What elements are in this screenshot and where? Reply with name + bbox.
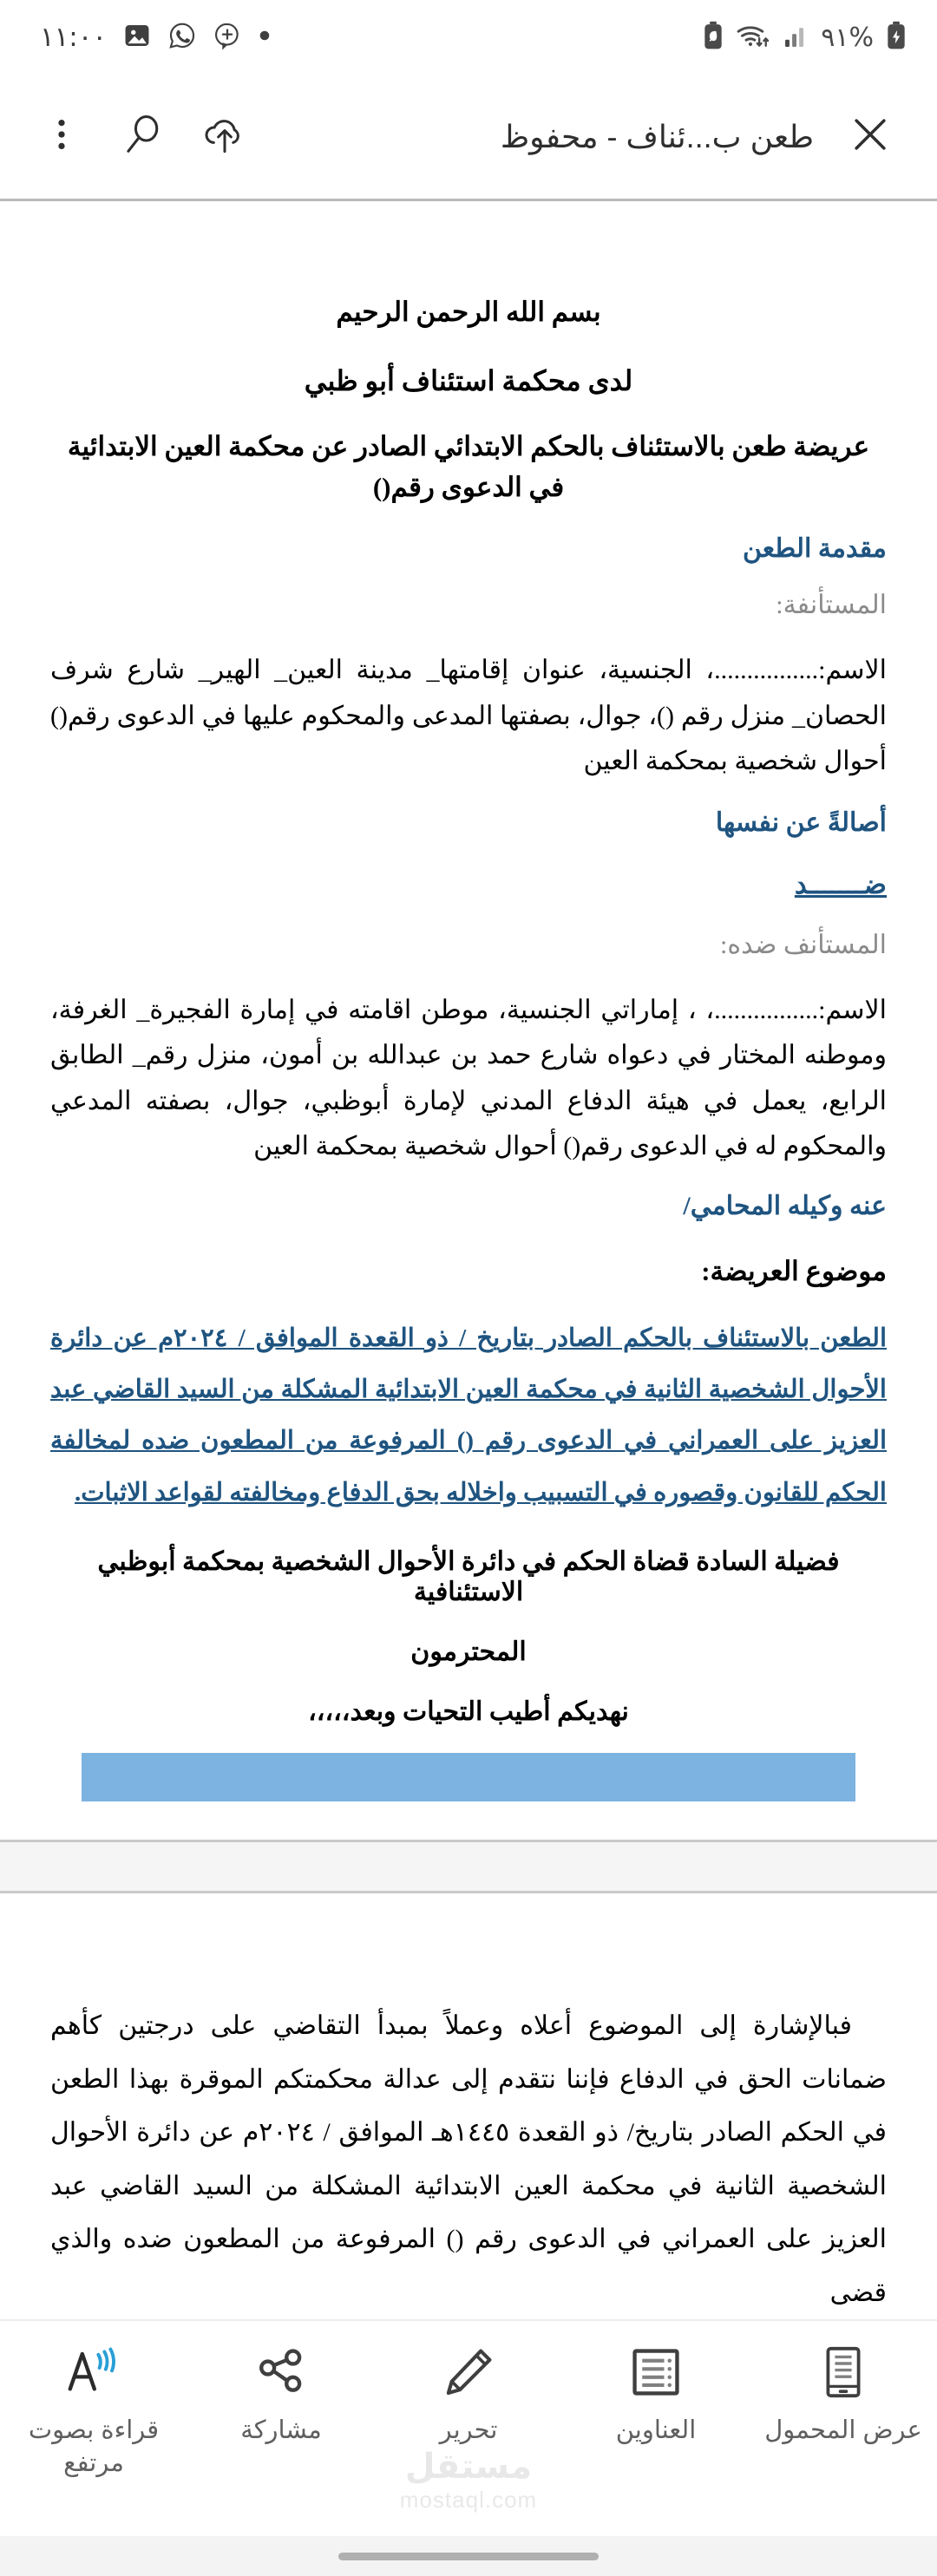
court-line: لدى محكمة استئناف أبو ظبي	[304, 365, 633, 396]
respondent-body: الاسم:................، ، إماراتي الجنسية، موطن اقامته في إمارة الفجيرة_ الغرفة، وموطنه المختار في دعواه شارع حمد بن عبدالله بن أمون، منزل رقم_ الطابق الرابع، يعمل في هيئة الدفاع المدني لإمارة أبوظبي، جوال، بصفته المدعي والمحكوم له في الدعوى رقم() أحوال شخصية بمحكمة العين	[50, 995, 887, 1161]
status-bar-right	[702, 21, 908, 55]
search-icon	[120, 111, 167, 162]
battery-percentage: ٩١%	[821, 22, 874, 53]
respondent-capacity: عنه وكيله المحامي/	[683, 1191, 887, 1220]
appellant-label: المستأنفة:	[776, 591, 887, 619]
basmala-line: بسم الله الرحمن الرحيم	[336, 297, 601, 327]
page-2-content	[50, 1893, 887, 2319]
signal-bars-icon	[783, 23, 809, 53]
nav-item-share[interactable]	[194, 2344, 368, 2448]
selection-highlight-band[interactable]	[82, 1753, 855, 1801]
subject-heading: موضوع العريضة:	[701, 1255, 887, 1286]
nav-label-edit: تحرير	[439, 2416, 498, 2445]
read-aloud-icon	[65, 2344, 122, 2401]
watermark-brand: مستقل	[404, 2448, 533, 2487]
charging-battery-icon	[885, 21, 908, 55]
wifi-icon	[736, 21, 772, 55]
document-viewport[interactable]	[0, 201, 937, 2319]
search-button[interactable]	[102, 96, 184, 178]
respectful-line: المحترمون	[410, 1638, 527, 1667]
close-icon	[846, 110, 894, 163]
share-icon	[256, 2344, 306, 2401]
status-bar	[0, 0, 937, 75]
petition-title: عريضة طعن بالاستئناف بالحكم الابتدائي الصادر عن محكمة العين الابتدائية في الدعوى رقم()	[67, 431, 870, 502]
nav-label-mobile-view: عرض المحمول	[764, 2416, 922, 2445]
overflow-menu-button[interactable]	[21, 96, 102, 178]
document-page-2	[0, 1893, 937, 2319]
nav-item-mobile-view[interactable]	[757, 2344, 930, 2448]
subject-body: الطعن بالاستئناف بالحكم الصادر بتاريخ / ذو القعدة الموافق / ٢٠٢٤م عن دائرة الأحوال الشخصية الثانية في محكمة العين الابتدائية المشكلة من السيد القاضي عبد العزيز على العمراني في الدعوى رقم () المرفوعة من المطعون ضده لمخالفة الحكم للقانون وقصوره في التسبيب واخلاله بحق الدفاع ومخالفته لقواعد الاثبات.	[50, 1324, 888, 1507]
plus-bubble-icon	[213, 21, 242, 55]
document-title: طعن ب...ئناف - محفوظ	[500, 118, 814, 154]
headings-list-icon	[631, 2344, 681, 2401]
page-2-paragraph: فبالإشارة إلى الموضوع أعلاه وعملاً بمبدأ التقاضي على درجتين كأهم ضمانات الحق في الدفاع فإننا نتقدم إلى عدالة محكمتكم الموقرة بهذا الطعن في الحكم الصادر بتاريخ/ ذو القعدة ١٤٤٥هـ الموافق / ٢٠٢٤م عن دائرة الأحوال الشخصية الثانية في محكمة العين الابتدائية المشكلة من السيد القاضي عبد العزيز على العمراني في الدعوى رقم () المرفوعة من المطعون ضده والذي قضى	[50, 2011, 887, 2307]
respondent-label: المستأنف ضده:	[720, 930, 887, 959]
nav-label-share: مشاركة	[240, 2416, 322, 2445]
edit-pencil-icon	[442, 2344, 495, 2401]
photos-icon	[122, 21, 152, 55]
cloud-upload-icon	[200, 109, 250, 164]
mostaql-watermark	[400, 2447, 537, 2514]
eco-battery-icon	[702, 21, 724, 55]
intro-heading: مقدمة الطعن	[742, 534, 887, 563]
dot-indicator-icon	[258, 29, 272, 47]
greeting-line: نهديكم أطيب التحيات وبعد،،،،،	[308, 1697, 629, 1727]
appellant-capacity: أصالةً عن نفسها	[715, 807, 887, 837]
status-time: ١١:٠٠	[40, 22, 108, 53]
page-separator	[0, 1840, 937, 1893]
addressee-line: فضيلة السادة قضاة الحكم في دائرة الأحوال الشخصية بمحكمة أبوظبي الاستئنافية	[97, 1547, 840, 1607]
page-1-content	[50, 201, 887, 1840]
app-toolbar	[0, 75, 937, 201]
nav-label-read-aloud: قراءة بصوت مرتفع	[28, 2416, 160, 2477]
bottom-toolbar	[0, 2319, 937, 2536]
gesture-pill[interactable]	[338, 2553, 599, 2560]
appellant-body: الاسم:................، الجنسية، عنوان إقامتها_ مدينة العين_ الهير_ شارع شرف الحصان_ منزل رقم ()، جوال، بصفتها المدعى والمحكوم عليها في الدعوى رقم() أحوال شخصية بمحكمة العين	[50, 656, 887, 775]
navigation-gesture-bar[interactable]	[0, 2536, 937, 2576]
whatsapp-icon	[167, 21, 197, 55]
more-vertical-icon	[42, 114, 82, 159]
nav-item-read-aloud[interactable]	[7, 2344, 180, 2480]
nav-label-headings: العناوين	[615, 2416, 697, 2445]
nav-item-headings[interactable]	[569, 2344, 743, 2448]
document-page-1	[0, 201, 937, 1840]
close-button[interactable]	[829, 96, 911, 178]
cloud-upload-button[interactable]	[184, 96, 265, 178]
status-bar-left	[40, 21, 272, 55]
watermark-url: mostaql.com	[399, 2487, 538, 2514]
against-separator: ضـــــــد	[794, 868, 887, 899]
nav-item-edit[interactable]	[382, 2344, 555, 2448]
mobile-view-icon	[820, 2344, 867, 2401]
